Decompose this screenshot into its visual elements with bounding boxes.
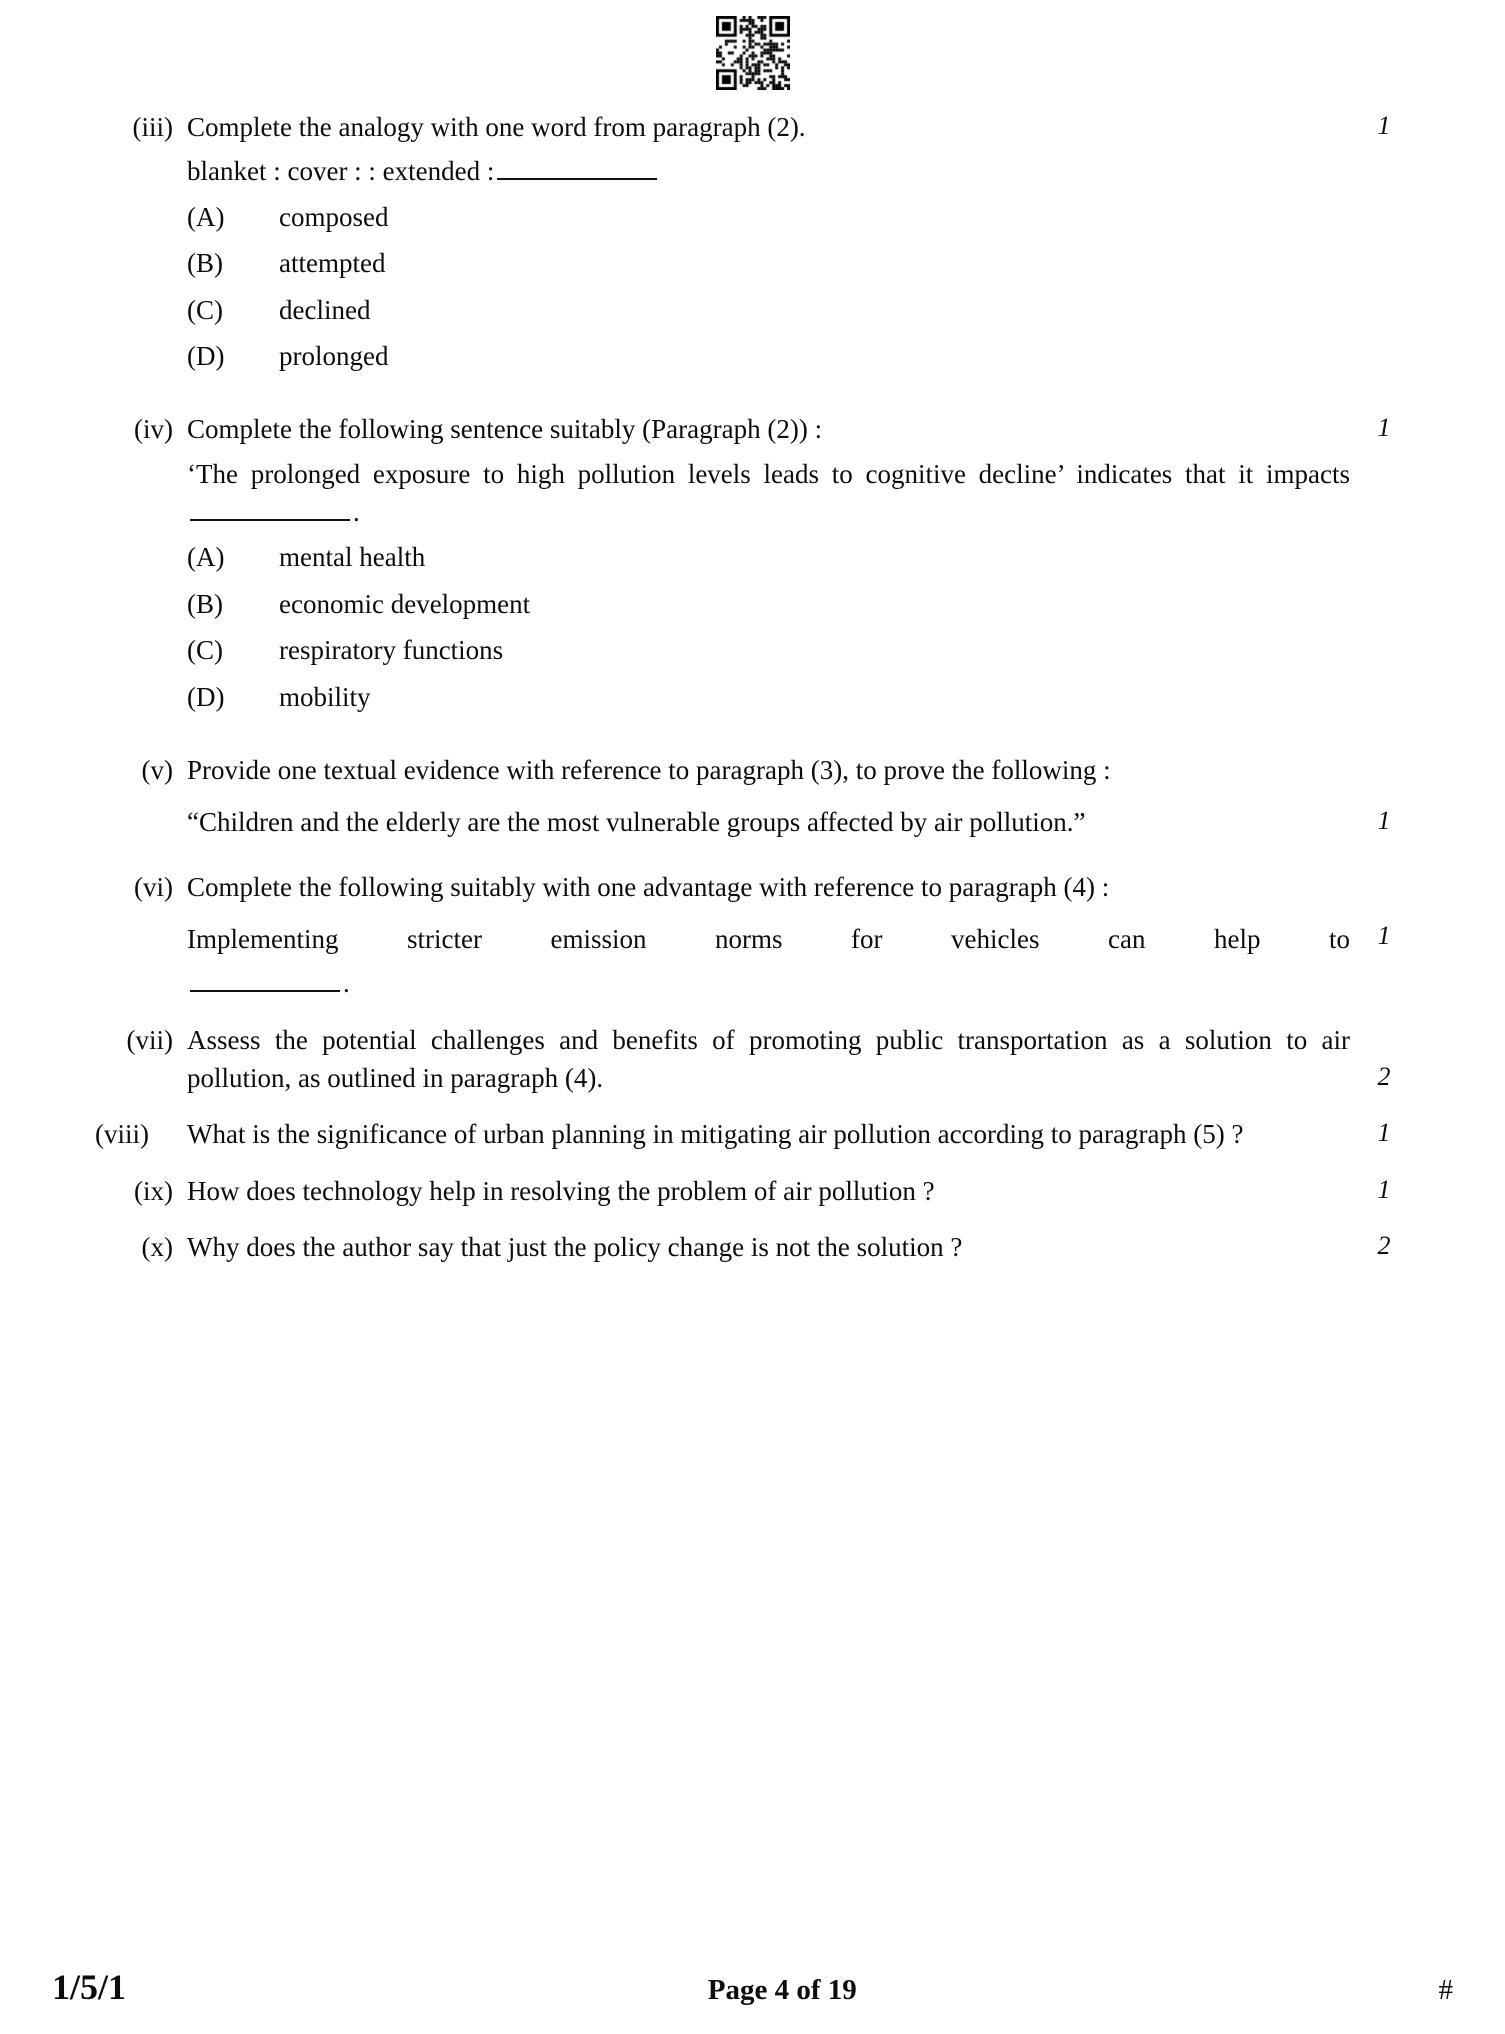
option-key: (C): [187, 294, 223, 325]
question-number: (v): [141, 755, 173, 786]
option-c[interactable]: [187, 632, 1350, 668]
question-text: How does technology help in resolving the problem of air pollution ?: [187, 1175, 935, 1206]
question-v: [95, 751, 1410, 842]
analogy-text: blanket : cover : : extended :: [187, 156, 495, 187]
question-body: [187, 1021, 1410, 1098]
evidence-quote: “Children and the elderly are the most vulnerable groups affected by air pollution.”: [187, 807, 1086, 838]
option-key: (B): [187, 248, 223, 279]
marks-value: 1: [1377, 1174, 1391, 1204]
option-label: mobility: [279, 681, 371, 712]
option-label: declined: [279, 294, 371, 325]
question-vi: [95, 868, 1410, 1003]
option-b[interactable]: [187, 245, 1350, 281]
question-number: (ix): [134, 1175, 173, 1206]
question-text: Complete the analogy with one word from paragraph (2).: [187, 112, 806, 142]
option-label: prolonged: [279, 340, 389, 371]
question-x: [95, 1228, 1410, 1266]
option-key: (D): [187, 681, 225, 712]
question-number: (vi): [134, 871, 173, 902]
option-label: composed: [279, 201, 389, 232]
question-body: [187, 751, 1410, 842]
option-key: (D): [187, 340, 225, 371]
analogy-line: [187, 152, 1350, 190]
marks-value: 1: [1377, 111, 1391, 140]
end-mark: #: [1438, 1974, 1453, 2006]
qr-code-icon: [716, 16, 790, 90]
option-label: economic development: [279, 588, 531, 619]
marks-value: 1: [1377, 1117, 1391, 1147]
option-key: (B): [187, 588, 223, 619]
completion-text: Implementing stricter emission norms for vehicles can help to: [187, 924, 1350, 955]
question-ix: [95, 1172, 1410, 1210]
marks-value: 1: [1377, 805, 1391, 835]
answer-blank: [190, 497, 350, 521]
option-a[interactable]: [187, 539, 1350, 575]
option-label: attempted: [279, 248, 386, 279]
option-label: respiratory functions: [279, 635, 504, 666]
sentence-line: [187, 455, 1350, 532]
question-text: What is the significance of urban planning in mitigating air pollution according to paragraph (5) ?: [187, 1119, 1244, 1150]
question-number: (viii): [95, 1119, 149, 1150]
paper-code: 1/5/1: [52, 1967, 127, 2007]
sentence-period: .: [353, 497, 360, 528]
option-d[interactable]: [187, 338, 1350, 374]
question-text: Why does the author say that just the policy change is not the solution ?: [187, 1232, 963, 1263]
question-iii: [95, 108, 1410, 384]
question-body: [187, 1228, 1410, 1266]
option-list: [187, 199, 1350, 375]
question-vii: [95, 1021, 1410, 1098]
option-b[interactable]: [187, 586, 1350, 622]
option-key: (A): [187, 201, 225, 232]
question-body: [187, 1172, 1410, 1210]
option-label: mental health: [279, 542, 426, 573]
option-d[interactable]: [187, 679, 1350, 715]
question-number: (iii): [132, 112, 173, 142]
question-number: (vii): [126, 1024, 173, 1055]
page-number: Page 4 of 19: [707, 1974, 857, 2006]
completion-period: .: [343, 968, 350, 999]
question-text: Complete the following sentence suitably (Paragraph (2)) :: [187, 414, 823, 445]
option-key: (C): [187, 635, 223, 666]
option-c[interactable]: [187, 292, 1350, 328]
sentence-text: ‘The prolonged exposure to high pollution levels leads to cognitive decline’ indicates that it impacts: [187, 458, 1350, 489]
question-viii: [95, 1115, 1410, 1153]
question-text: Provide one textual evidence with reference to paragraph (3), to prove the following :: [187, 755, 1111, 786]
answer-blank: [190, 968, 340, 992]
question-body: [187, 1115, 1410, 1153]
option-list: [187, 539, 1350, 715]
question-body: [187, 108, 1410, 384]
option-a[interactable]: [187, 199, 1350, 235]
question-number: (x): [141, 1232, 173, 1263]
question-body: [187, 410, 1410, 725]
marks-value: 2: [1377, 1230, 1391, 1260]
page-footer: [0, 1966, 1505, 2008]
completion-blank-line: [187, 964, 1350, 1002]
marks-value: 2: [1377, 1061, 1391, 1091]
question-body: [187, 868, 1410, 1003]
qr-code-container: [95, 10, 1410, 108]
question-number: (iv): [134, 414, 173, 445]
question-text: Complete the following suitably with one advantage with reference to paragraph (4) :: [187, 871, 1110, 902]
option-key: (A): [187, 542, 225, 573]
marks-value: 1: [1377, 413, 1391, 443]
question-iv: [95, 410, 1410, 725]
marks-value: 1: [1377, 920, 1391, 950]
question-text: Assess the potential challenges and benefits of promoting public transportation as a solution to air pollution, as outlined in paragraph (4).: [187, 1024, 1350, 1094]
answer-blank: [497, 156, 657, 180]
